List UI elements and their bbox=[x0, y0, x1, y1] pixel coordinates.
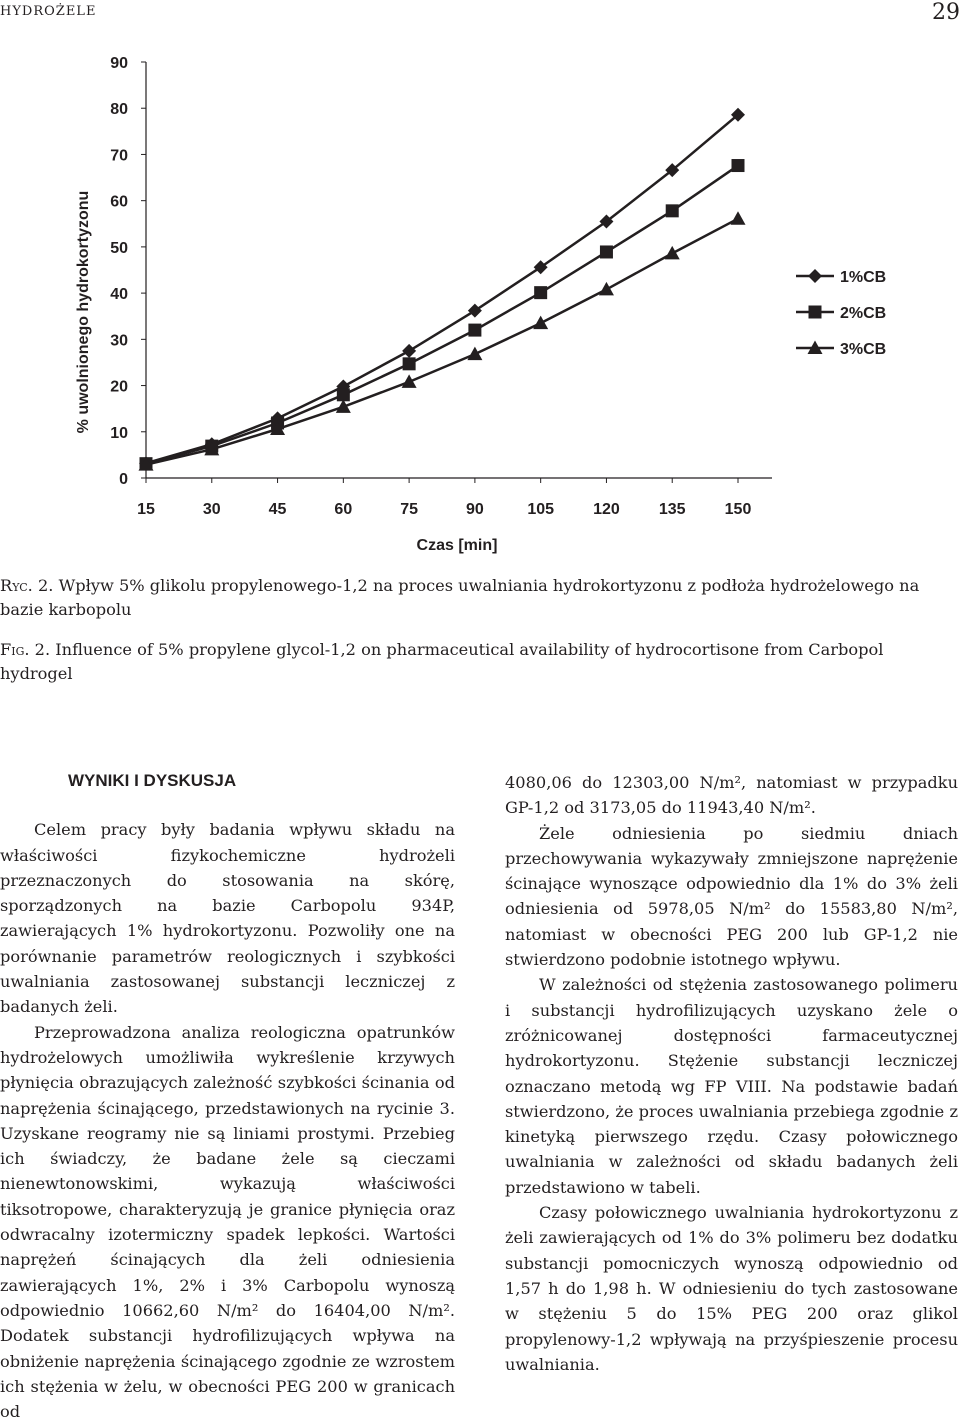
data-point bbox=[402, 374, 417, 388]
section-heading: WYNIKI I DYSKUSJA bbox=[68, 771, 237, 790]
data-point bbox=[600, 245, 613, 258]
left-column bbox=[0, 768, 455, 1424]
y-tick-label: 30 bbox=[110, 332, 128, 350]
legend-label: 3%CB bbox=[840, 341, 887, 358]
y-tick-label: 80 bbox=[110, 101, 128, 119]
legend-label: 2%CB bbox=[840, 305, 887, 322]
body-paragraph: Celem pracy były badania wpływu składu na właściwości fizykochemiczne hydrożeli przeznaczonych do stosowania na skórę, sporządzonych na bazie Carbopolu 934P, zawierających 1% hydrokortyzonu. Pozwoliły one na porównanie parametrów reologicznych i szybkości uwalniania zastosowanej substancji leczniczej z badanych żeli. bbox=[0, 820, 455, 1017]
x-tick-label: 15 bbox=[137, 501, 155, 518]
data-point bbox=[467, 347, 482, 361]
x-tick-label: 60 bbox=[334, 501, 353, 518]
chart-series-layer bbox=[139, 108, 746, 471]
y-axis-label: % uwolnionego hydrokortyzonu bbox=[75, 190, 92, 434]
data-point bbox=[402, 344, 416, 358]
y-tick-label: 90 bbox=[110, 55, 128, 72]
body-paragraph: W zależności od stężenia zastosowanego polimeru i substancji hydrofilizujących uzyskano żele o zróżnicowanej dostępności farmaceutycznej hydrokortyzonu. Stężenie substancji leczniczej oznaczano metodą wg FP VIII. Na podstawie badań stwierdzono, że proces uwalniania przebiega zgodnie z kinetyką pierwszego rzędu. Czasy połowicznego uwalniania w zależności od składu badanych żeli przedstawiono w tabeli. bbox=[505, 975, 958, 1197]
running-head: HYDROŻELE bbox=[0, 4, 97, 19]
y-tick-label: 40 bbox=[110, 286, 128, 304]
x-tick-label: 90 bbox=[465, 501, 484, 518]
caption-pl-text: Wpływ 5% glikolu propylenowego-1,2 na proces uwalniania hydrokortyzonu z podłoża hydrożelowego na bazie karbopolu bbox=[0, 576, 920, 619]
data-point bbox=[731, 211, 746, 225]
legend-label: 1%CB bbox=[840, 269, 887, 286]
data-point bbox=[599, 282, 614, 296]
x-tick-label: 120 bbox=[593, 501, 620, 518]
x-axis-label: Czas [min] bbox=[416, 537, 498, 554]
y-tick-label: 60 bbox=[110, 193, 128, 211]
figure-caption-pl bbox=[0, 574, 960, 622]
y-tick-label: 70 bbox=[110, 147, 128, 165]
figure-caption-en bbox=[0, 638, 960, 686]
release-chart bbox=[40, 40, 960, 560]
x-tick-label: 135 bbox=[658, 501, 686, 518]
y-tick-label: 50 bbox=[110, 239, 128, 257]
series-line bbox=[146, 219, 738, 465]
data-point bbox=[403, 357, 416, 370]
x-tick-label: 75 bbox=[400, 501, 419, 518]
body-paragraph: Czasy połowicznego uwalniania hydrokortyzonu z żeli zawierających od 1% do 3% polimeru bez dodatku substancji pomocniczych wynoszą odpowiednio od 1,57 h do 1,98 h. W odniesieniu do tych zastosowane w stężeniu 5 do 15% PEG 200 oraz glikol propylenowy-1,2 wpływają na przyśpieszenie procesu uwalniania. bbox=[505, 1203, 958, 1374]
body-paragraph: Żele odniesienia po siedmiu dniach przechowywania wykazywały zmniejszone naprężenie ścinające wynoszące odpowiednio dla 1% do 3% żeli odniesienia od 5978,05 N/m² do 15583,80 N/m², natomiast w obecności PEG 200 lub GP-1,2 nie stwierdzono podobnie istotnego wpływu. bbox=[505, 823, 958, 970]
legend-marker bbox=[809, 306, 822, 319]
y-tick-label: 10 bbox=[110, 424, 128, 442]
data-point bbox=[468, 324, 481, 337]
data-point bbox=[533, 316, 548, 330]
page-number: 29 bbox=[932, 0, 960, 25]
data-point bbox=[534, 286, 547, 299]
x-tick-label: 105 bbox=[527, 501, 555, 518]
data-point bbox=[666, 204, 679, 217]
series-line bbox=[146, 166, 738, 464]
x-tick-label: 150 bbox=[724, 501, 752, 518]
x-tick-label: 30 bbox=[202, 501, 221, 518]
right-column bbox=[505, 770, 958, 1377]
caption-pl-label: Ryc. 2. bbox=[0, 576, 54, 595]
y-tick-label: 0 bbox=[119, 471, 128, 488]
caption-en-label: Fig. 2. bbox=[0, 640, 51, 659]
x-tick-label: 45 bbox=[268, 501, 287, 518]
caption-en-text: Influence of 5% propylene glycol-1,2 on pharmaceutical availability of hydrocortisone from Carbopol hydrogel bbox=[0, 640, 884, 683]
y-tick-label: 20 bbox=[110, 378, 128, 396]
body-paragraph-continuation: 4080,06 do 12303,00 N/m², natomiast w przypadku GP-1,2 od 3173,05 do 11943,40 N/m². bbox=[505, 773, 958, 818]
body-paragraph: Przeprowadzona analiza reologiczna opatrunków hydrożelowych umożliwiła wykreślenie krzywych płynięcia obrazujących zależność szybkości ścinania od naprężenia ścinającego, przedstawionych na rycinie 3. Uzyskane reogramy nie są liniami prostymi. Przebieg ich świadczy, że badane żele są cieczami nienewtonowskimi, wykazują właściwości tiksotropowe, charakteryzują je granice płynięcia oraz odwracalny izotermiczny spadek lepkości. Wartości naprężeń ścinających dla żeli odniesienia zawierających 1%, 2% i 3% Carbopolu wynoszą odpowiednio 10662,60 N/m² do 16404,00 N/m². Dodatek substancji hydrofilizujących wpływa na obniżenie naprężenia ścinającego zgodnie ze wzrostem ich stężenia w żelu, w obecności PEG 200 w granicach od bbox=[0, 1022, 455, 1422]
series-line bbox=[146, 115, 738, 464]
legend-marker bbox=[808, 269, 822, 283]
data-point bbox=[665, 246, 680, 259]
data-point bbox=[732, 159, 745, 172]
chart-legend bbox=[796, 269, 886, 358]
data-point bbox=[468, 304, 482, 318]
